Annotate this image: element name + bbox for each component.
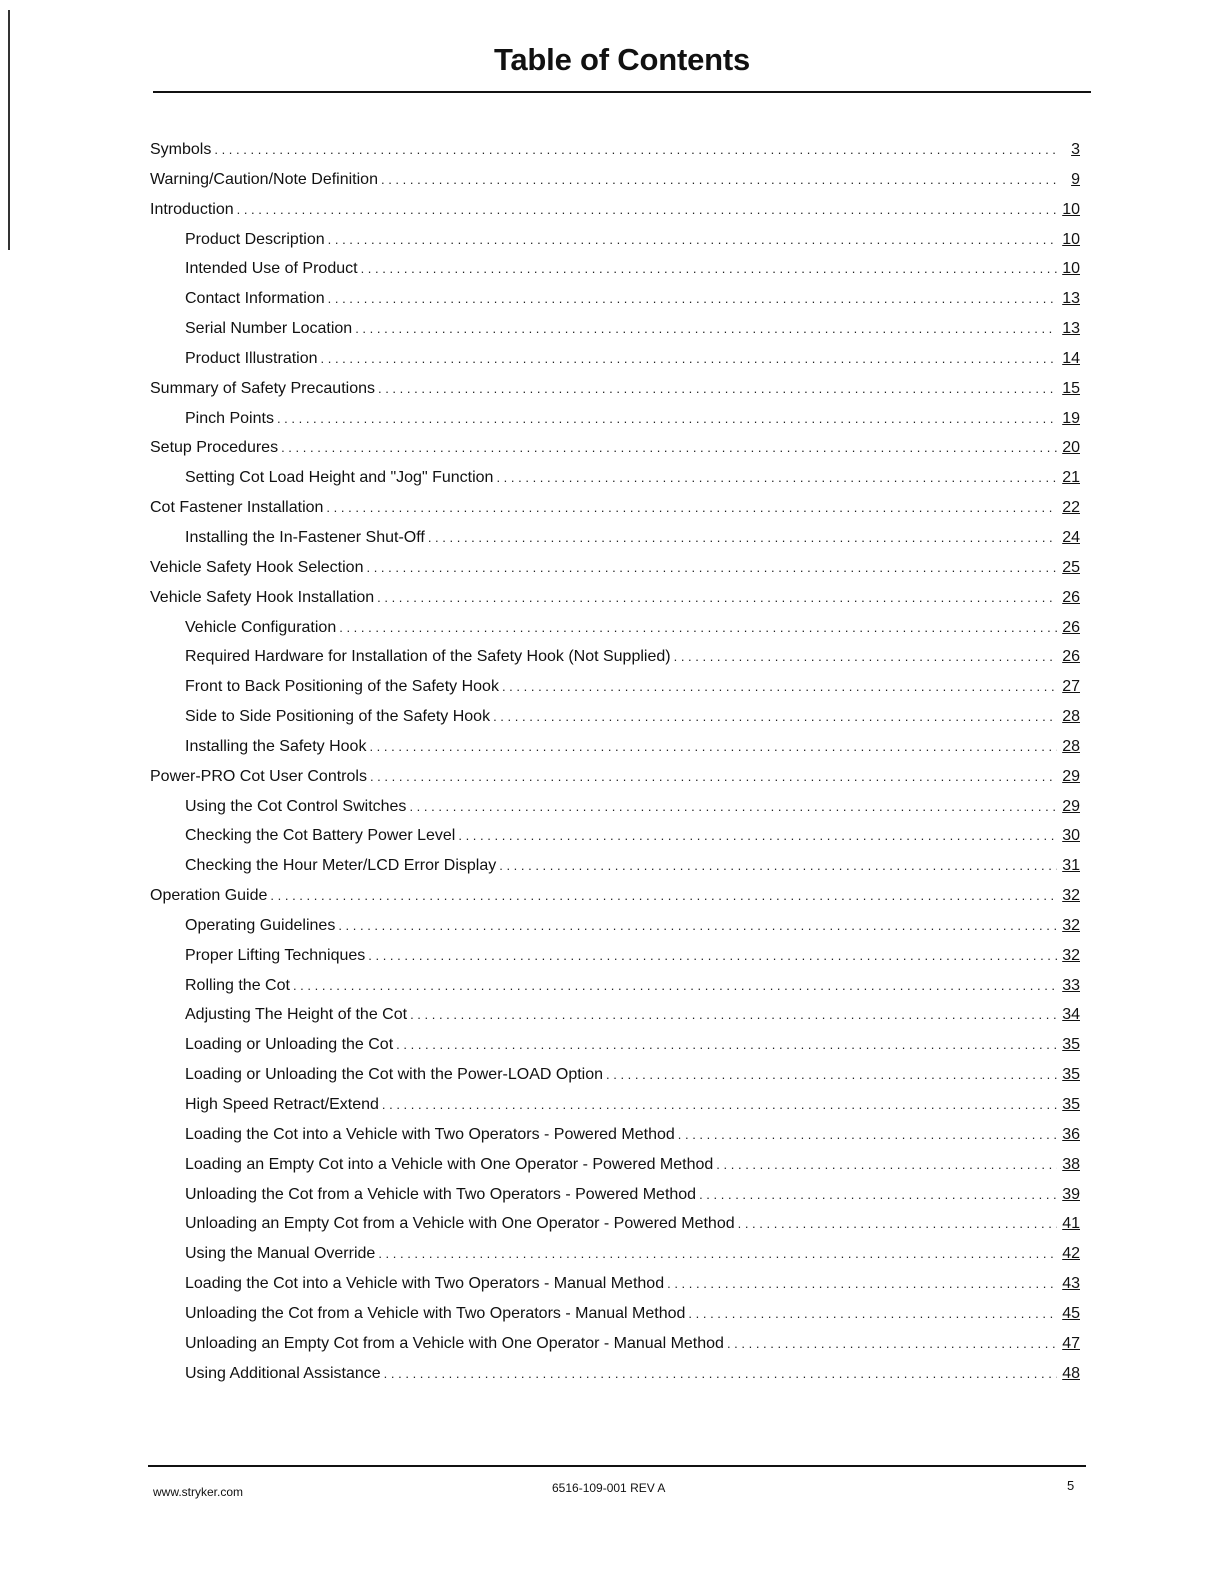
toc-entry-label: Proper Lifting Techniques (185, 946, 366, 964)
toc-dot-leader (378, 1246, 1057, 1261)
toc-entry-label: Pinch Points (185, 409, 274, 427)
toc-entry[interactable] (150, 171, 1080, 201)
toc-entry-page-link[interactable]: 47 (1062, 1334, 1080, 1352)
toc-dot-leader (499, 858, 1057, 873)
toc-entry[interactable] (150, 1305, 1080, 1335)
toc-entry-label: High Speed Retract/Extend (185, 1096, 379, 1113)
toc-entry[interactable] (150, 1096, 1080, 1126)
toc-entry[interactable] (150, 1335, 1080, 1365)
toc-dot-leader (270, 888, 1057, 903)
toc-entry-page-link[interactable]: 38 (1062, 1155, 1080, 1173)
toc-entry-label: Serial Number Location (185, 320, 353, 338)
toc-dot-leader (368, 948, 1057, 963)
toc-entry-page-link[interactable]: 27 (1062, 678, 1080, 696)
toc-dot-leader (377, 590, 1057, 605)
toc-entry[interactable] (150, 439, 1080, 469)
toc-dot-leader (688, 1306, 1057, 1321)
toc-dot-leader (321, 351, 1057, 366)
toc-entry[interactable] (150, 857, 1080, 887)
toc-entry-label: Adjusting The Height of the Cot (185, 1006, 408, 1024)
toc-entry-page-link[interactable]: 9 (1071, 170, 1080, 188)
toc-dot-leader (326, 500, 1057, 515)
toc-entry-label: Installing the In-Fastener Shut-Off (185, 528, 425, 546)
toc-entry[interactable] (150, 201, 1080, 231)
toc-entry-label: Product Illustration (185, 349, 318, 367)
toc-entry[interactable] (150, 887, 1080, 917)
title-rule (153, 91, 1091, 93)
toc-entry[interactable] (150, 320, 1080, 350)
toc-list (150, 141, 1080, 1394)
toc-entry-page-link[interactable]: 24 (1062, 528, 1080, 546)
toc-entry[interactable] (150, 1186, 1080, 1216)
toc-entry-label: Power-PRO Cot User Controls (150, 767, 367, 785)
footer-website: www.stryker.com (153, 1485, 244, 1499)
toc-entry-page-link[interactable]: 32 (1062, 946, 1080, 964)
toc-entry[interactable] (150, 559, 1080, 589)
toc-dot-leader (699, 1187, 1057, 1202)
toc-entry-label: Cot Fastener Installation (150, 499, 324, 517)
toc-entry-label: Loading or Unloading the Cot (185, 1036, 394, 1054)
toc-entry-page-link[interactable]: 33 (1062, 976, 1080, 994)
footer-page-number: 5 (1067, 1478, 1075, 1493)
toc-entry-label: Side to Side Positioning of the Safety Hook (185, 708, 491, 726)
toc-entry-page-link[interactable]: 29 (1062, 767, 1080, 785)
toc-entry-page-link[interactable]: 29 (1062, 797, 1080, 815)
toc-dot-leader (339, 620, 1057, 635)
toc-entry-page-link[interactable]: 26 (1062, 588, 1080, 606)
toc-entry-label: Contact Information (185, 290, 325, 308)
toc-entry[interactable] (150, 350, 1080, 380)
toc-entry[interactable] (150, 1245, 1080, 1275)
toc-dot-leader (667, 1276, 1057, 1291)
toc-dot-leader (381, 172, 1057, 187)
toc-entry-page-link[interactable]: 25 (1062, 558, 1080, 576)
toc-entry[interactable] (150, 977, 1080, 1007)
toc-entry-label: Using the Cot Control Switches (185, 797, 407, 815)
toc-entry[interactable] (150, 141, 1080, 171)
toc-entry[interactable] (150, 947, 1080, 977)
toc-entry-label: Unloading an Empty Cot from a Vehicle with One Operator - Powered Method (185, 1215, 735, 1233)
toc-entry[interactable] (150, 678, 1080, 708)
toc-entry-label: Introduction (150, 200, 234, 218)
toc-dot-leader (237, 202, 1057, 217)
toc-entry[interactable] (150, 827, 1080, 857)
toc-dot-leader (410, 1007, 1057, 1022)
toc-entry-label: Loading the Cot into a Vehicle with Two Operators - Manual Method (185, 1275, 665, 1293)
toc-entry[interactable] (150, 231, 1080, 261)
toc-entry-label: Symbols (150, 141, 212, 158)
toc-dot-leader (355, 321, 1057, 336)
toc-entry-label: Unloading the Cot from a Vehicle with Two Operators - Powered Method (185, 1185, 697, 1203)
toc-entry-page-link[interactable]: 32 (1062, 916, 1080, 934)
toc-dot-leader (293, 978, 1057, 993)
toc-entry-label: Installing the Safety Hook (185, 737, 367, 755)
toc-entry[interactable] (150, 499, 1080, 529)
toc-dot-leader (428, 530, 1057, 545)
toc-entry-label: Setup Procedures (150, 439, 279, 457)
toc-entry-label: Using the Manual Override (185, 1245, 376, 1263)
toc-entry-page-link[interactable]: 15 (1062, 379, 1080, 397)
toc-entry-label: Rolling the Cot (185, 976, 290, 994)
toc-dot-leader (606, 1067, 1057, 1082)
toc-dot-leader (370, 769, 1057, 784)
toc-dot-leader (716, 1157, 1057, 1172)
toc-dot-leader (281, 440, 1057, 455)
toc-entry-page-link[interactable]: 42 (1062, 1245, 1080, 1263)
toc-entry[interactable] (150, 589, 1080, 619)
toc-entry-label: Checking the Cot Battery Power Level (185, 827, 456, 845)
toc-entry-page-link[interactable]: 14 (1062, 349, 1080, 367)
toc-entry-page-link[interactable]: 48 (1062, 1364, 1080, 1382)
toc-entry-page-link[interactable]: 39 (1062, 1185, 1080, 1203)
toc-entry-label: Loading the Cot into a Vehicle with Two Operators - Powered Method (185, 1125, 675, 1143)
toc-entry[interactable] (150, 738, 1080, 768)
toc-entry-label: Vehicle Safety Hook Installation (150, 588, 375, 606)
toc-dot-leader (338, 918, 1057, 933)
footer-rule (148, 1465, 1086, 1467)
toc-entry[interactable] (150, 648, 1080, 678)
toc-entry-page-link[interactable]: 34 (1062, 1006, 1080, 1024)
toc-entry[interactable] (150, 1215, 1080, 1245)
toc-entry-label: Operation Guide (150, 887, 268, 905)
toc-dot-leader (328, 291, 1057, 306)
toc-entry-page-link[interactable]: 19 (1062, 409, 1080, 427)
toc-entry[interactable] (150, 1365, 1080, 1395)
toc-dot-leader (277, 411, 1057, 426)
toc-entry-label: Unloading an Empty Cot from a Vehicle with One Operator - Manual Method (185, 1334, 724, 1352)
toc-dot-leader (361, 261, 1057, 276)
toc-entry-label: Unloading the Cot from a Vehicle with Two Operators - Manual Method (185, 1304, 686, 1322)
toc-entry-label: Summary of Safety Precautions (150, 379, 375, 397)
toc-entry-page-link[interactable]: 35 (1062, 1096, 1080, 1113)
toc-dot-leader (328, 232, 1057, 247)
toc-entry-label: Product Description (185, 230, 325, 248)
toc-entry-label: Using Additional Assistance (185, 1364, 381, 1382)
toc-dot-leader (493, 709, 1057, 724)
toc-entry[interactable] (150, 1036, 1080, 1066)
toc-entry[interactable] (150, 798, 1080, 828)
toc-dot-leader (396, 1037, 1057, 1052)
toc-dot-leader (366, 560, 1057, 575)
toc-dot-leader (496, 470, 1057, 485)
toc-entry-page-link[interactable]: 10 (1062, 230, 1080, 248)
toc-entry-label: Loading or Unloading the Cot with the Power-LOAD Option (185, 1066, 604, 1084)
toc-entry[interactable] (150, 768, 1080, 798)
toc-entry-page-link[interactable]: 21 (1062, 469, 1080, 487)
toc-entry[interactable] (150, 410, 1080, 440)
toc-dot-leader (384, 1366, 1057, 1381)
toc-entry[interactable] (150, 290, 1080, 320)
toc-entry-page-link[interactable]: 22 (1062, 499, 1080, 517)
toc-dot-leader (409, 799, 1057, 814)
toc-entry-label: Vehicle Configuration (185, 618, 337, 636)
toc-entry-page-link[interactable]: 31 (1062, 857, 1080, 875)
toc-entry-label: Warning/Caution/Note Definition (150, 170, 378, 188)
toc-entry[interactable] (150, 1006, 1080, 1036)
toc-entry[interactable] (150, 619, 1080, 649)
toc-entry[interactable] (150, 260, 1080, 290)
toc-entry-page-link[interactable]: 28 (1062, 737, 1080, 755)
toc-dot-leader (382, 1097, 1057, 1112)
toc-entry[interactable] (150, 380, 1080, 410)
toc-entry-page-link[interactable]: 26 (1062, 618, 1080, 636)
toc-entry-page-link[interactable]: 41 (1062, 1215, 1080, 1233)
toc-entry-page-link[interactable]: 13 (1062, 320, 1080, 338)
toc-dot-leader (738, 1216, 1057, 1231)
toc-entry[interactable] (150, 529, 1080, 559)
toc-dot-leader (369, 739, 1057, 754)
toc-dot-leader (727, 1336, 1057, 1351)
toc-entry[interactable] (150, 708, 1080, 738)
toc-entry-page-link[interactable]: 35 (1062, 1066, 1080, 1084)
toc-entry-page-link[interactable]: 13 (1062, 290, 1080, 308)
toc-entry[interactable] (150, 1156, 1080, 1186)
toc-entry-page-link[interactable]: 36 (1062, 1125, 1080, 1143)
page-title: Table of Contents (493, 42, 751, 77)
toc-dot-leader (214, 142, 1057, 157)
toc-entry-page-link[interactable]: 10 (1062, 260, 1080, 278)
toc-entry[interactable] (150, 1066, 1080, 1096)
toc-dot-leader (678, 1127, 1057, 1142)
toc-entry-page-link[interactable]: 28 (1062, 708, 1080, 726)
toc-entry-page-link[interactable]: 10 (1062, 200, 1080, 218)
toc-entry-page-link[interactable]: 45 (1062, 1304, 1080, 1322)
toc-entry-page-link[interactable]: 32 (1062, 887, 1080, 905)
toc-entry-page-link[interactable]: 20 (1062, 439, 1080, 457)
toc-dot-leader (502, 679, 1057, 694)
footer-doc-number: 6516-109-001 REV A (552, 1481, 666, 1495)
toc-dot-leader (378, 381, 1057, 396)
toc-entry-page-link[interactable]: 30 (1062, 827, 1080, 845)
toc-entry-label: Intended Use of Product (185, 260, 358, 278)
toc-entry-page-link[interactable]: 26 (1062, 648, 1080, 666)
toc-entry[interactable] (150, 1126, 1080, 1156)
toc-entry-label: Operating Guidelines (185, 916, 336, 934)
toc-dot-leader (674, 649, 1057, 664)
toc-entry[interactable] (150, 1275, 1080, 1305)
toc-entry-label: Vehicle Safety Hook Selection (150, 558, 364, 576)
toc-entry-label: Front to Back Positioning of the Safety Hook (185, 678, 499, 696)
toc-entry-page-link[interactable]: 3 (1071, 141, 1080, 158)
toc-entry[interactable] (150, 469, 1080, 499)
toc-entry-label: Setting Cot Load Height and "Jog" Function (185, 469, 494, 487)
toc-entry-page-link[interactable]: 43 (1062, 1275, 1080, 1293)
toc-entry-label: Required Hardware for Installation of the Safety Hook (Not Supplied) (185, 648, 671, 666)
toc-entry-label: Loading an Empty Cot into a Vehicle with One Operator - Powered Method (185, 1155, 714, 1173)
toc-entry[interactable] (150, 917, 1080, 947)
toc-dot-leader (458, 828, 1057, 843)
toc-entry-page-link[interactable]: 35 (1062, 1036, 1080, 1054)
toc-entry-label: Checking the Hour Meter/LCD Error Display (185, 857, 497, 875)
